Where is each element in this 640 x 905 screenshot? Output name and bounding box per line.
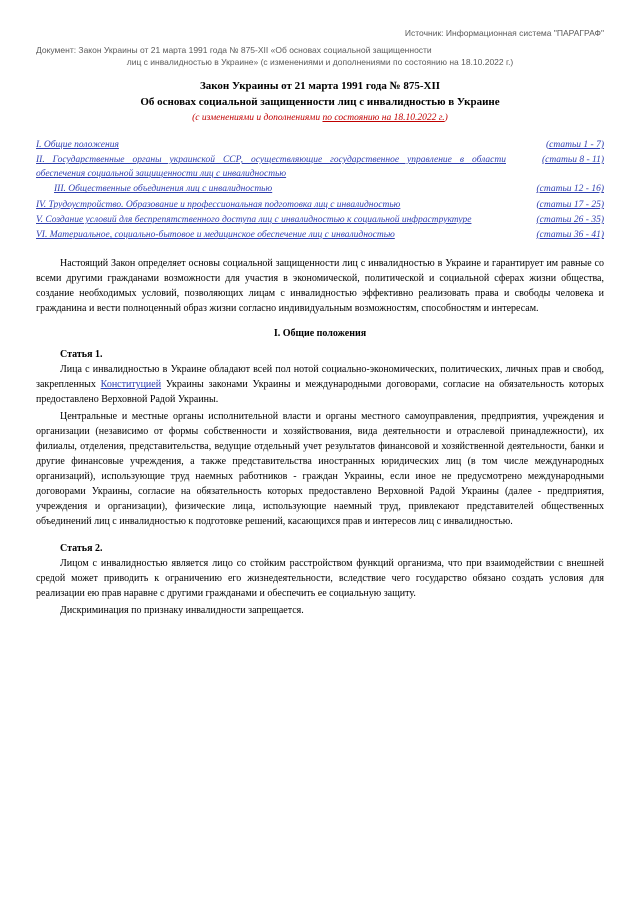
article-2-paragraph-2: Дискриминация по признаку инвалидности запрещается.	[60, 605, 304, 617]
amendments-date-link[interactable]: по состоянию на 18.10.2022 г.	[322, 112, 445, 123]
title-block	[36, 79, 604, 126]
toc-item-label[interactable]: IV. Трудоустройство. Образование и профессиональная подготовка лиц с инвалидностью	[36, 199, 401, 210]
toc-item-1[interactable]	[36, 138, 604, 152]
article-1-p1-after: Украины законами Украины и международными договорами, согласие на обязательность которых предоставлено Верховной Радой Украины.	[36, 379, 604, 406]
toc-item-label[interactable]: VI. Материальное, социально-бытовое и медицинское обеспечение лиц с инвалидностью	[36, 230, 395, 241]
document-meta	[36, 44, 604, 69]
toc-item-range[interactable]: (статьи 26 - 35)	[536, 214, 604, 225]
article-1-p1-before: Лица с инвалидностью в Украине обладают всей пол нотой социально-экономических, политических, личных прав и свобод, закрепленных	[36, 364, 604, 391]
toc-item-label[interactable]: III. Общественные объединения лиц с инвалидностью	[54, 184, 273, 195]
toc-item-label[interactable]: V. Создание условий для беспрепятственного доступа лиц с инвалидностью к социальной инфраструктуре	[36, 214, 472, 225]
toc-item-range[interactable]: (статьи 8 - 11)	[541, 154, 604, 165]
amendments-note	[36, 111, 604, 126]
article-1-paragraph-2: Центральные и местные органы исполнительной власти и органы местного самоуправления, предприятия, учреждения и организации (независимо от формы собственности и хозяйствования, вида деятельности и отраслевой принадлежности), их филиалы, отделения, представительства, ведущие отдельный учет результатов финансовой и хозяйственной деятельности, банки и другие финансовые учреждения, а также представительства иностранных юридических лиц (в том числе международных организаций), использующие труд наемных работников - граждан Украины, если иное не предусмотрено международными договорами Украины, согласие на обязательность которых предоставлено Верховной Радой Украины (далее - предприятия, учреждения и организации), физические лица, использующие наемный труд, привлекают представителей общественных объединений лиц с инвалидностью к подготовке решений, касающихся прав и интересов лиц с инвалидностью.	[36, 411, 604, 528]
article-1-heading: Статья 1.	[60, 349, 103, 361]
source-line: Источник: Информационная система "ПАРАГРАФ"	[404, 28, 604, 38]
toc-item-range[interactable]: (статьи 17 - 25)	[536, 199, 604, 210]
section-heading: I. Общие положения	[273, 328, 367, 340]
article-2-heading: Статья 2.	[60, 543, 103, 555]
constitution-link[interactable]: Конституцией	[100, 379, 162, 391]
amendments-note-suffix: )	[444, 112, 448, 123]
toc-item-range[interactable]: (статьи 1 - 7)	[546, 139, 604, 150]
toc-item-6[interactable]	[36, 228, 604, 242]
toc-item-range[interactable]: (статьи 12 - 16)	[536, 184, 604, 195]
toc-item-label[interactable]: II. Государственные органы украинской ССР, осуществляющие государственное управление в области обеспечения социальной защищенности лиц с инвалидностью	[36, 154, 506, 180]
page-subtitle: Об основах социальной защищенности лиц с инвалидностью в Украине	[140, 95, 500, 108]
page-title: Закон Украины от 21 марта 1991 года № 875-XII	[199, 79, 441, 92]
preamble-paragraph: Настоящий Закон определяет основы социальной защищенности лиц с инвалидностью в Украине и гарантирует им равные со всеми другими гражданами возможности для участия в экономической, политической и социальной сферах жизни общества, создание необходимых условий, позволяющих лицам с инвалидностью эффективно реализовать права и свободы человека и гражданина и вести полноценный образ жизни согласно индивидуальным возможностям, способностям и интересам.	[36, 258, 604, 315]
toc-item-5[interactable]	[36, 213, 604, 227]
document-meta-line2: лиц с инвалидностью в Украине» (с изменениями и дополнениями по состоянию на 18.10.2022 г.)	[126, 57, 514, 68]
table-of-contents	[36, 138, 604, 243]
toc-item-3[interactable]	[36, 182, 604, 196]
toc-item-2[interactable]	[36, 153, 604, 182]
article-1-paragraph-1	[36, 362, 604, 407]
amendments-note-prefix: (с изменениями и дополнениями	[192, 112, 323, 123]
article-2-paragraph-1: Лицом с инвалидностью является лицо со стойким расстройством функций организма, что при взаимодействии с внешней средой может приводить к ограничению его жизнедеятельности, вследствие чего государство обязано создать условия для реализации ею прав наравне с другими гражданами и обеспечить ее социальную защиту.	[36, 558, 604, 600]
toc-item-range[interactable]: (статьи 36 - 41)	[536, 230, 604, 241]
document-meta-line1: Документ: Закон Украины от 21 марта 1991 года № 875-XII «Об основах социальной защищенности	[36, 45, 432, 55]
toc-item-4[interactable]	[36, 198, 604, 212]
toc-item-label[interactable]: I. Общие положения	[36, 139, 119, 150]
